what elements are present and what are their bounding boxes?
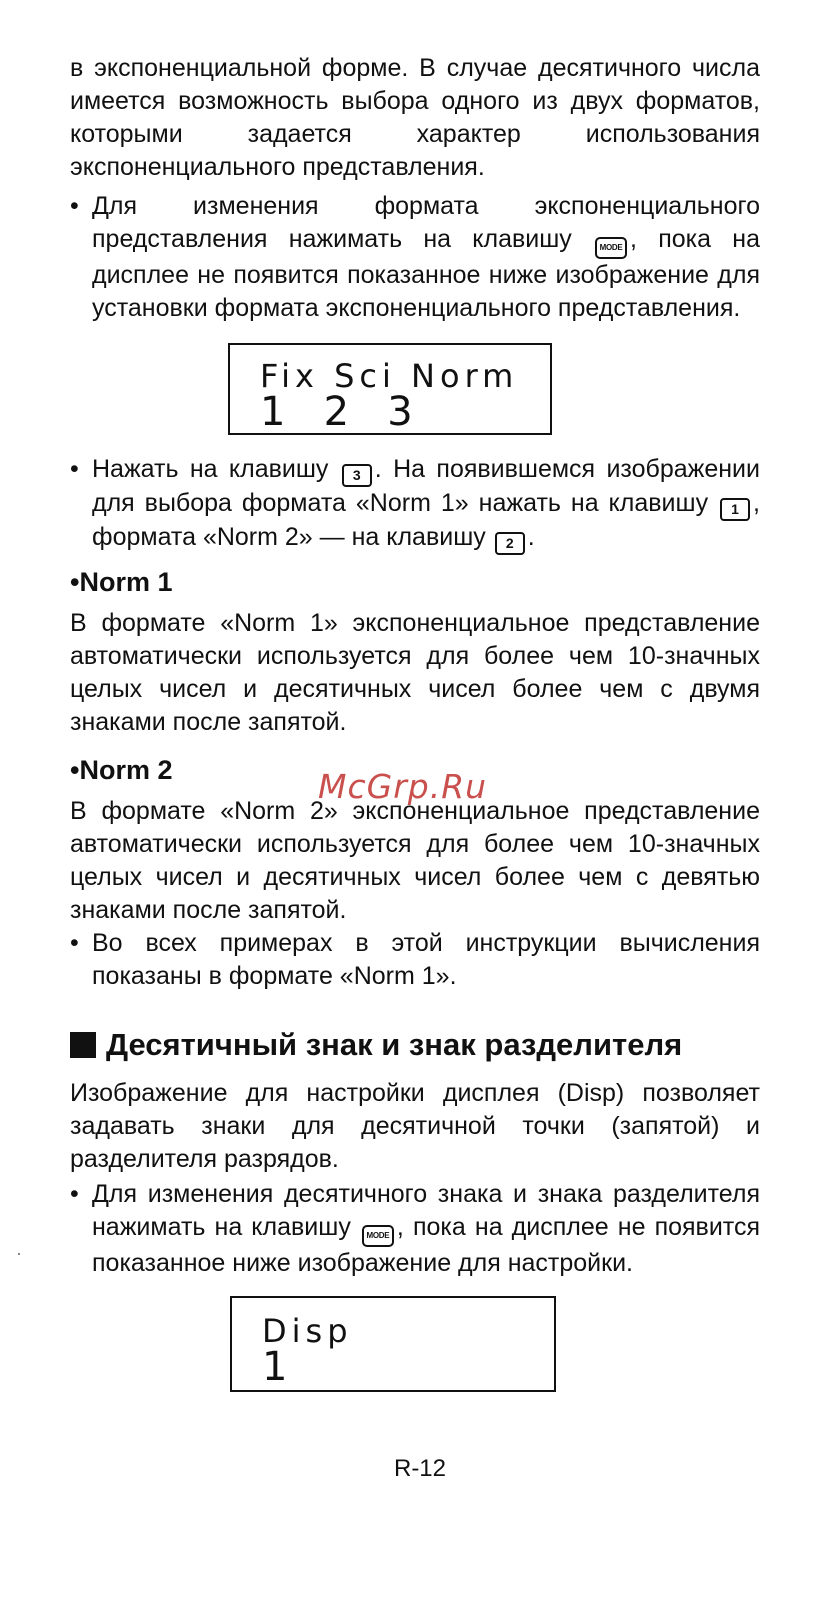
bullet-select-norm: • Нажать на клавишу 3 . На появившемся изображении для выбора формата «Norm 1» нажать на клавишу 1 , формата «Norm 2» — на клавишу 2 . <box>70 453 760 555</box>
page-content <box>70 52 760 1392</box>
bullet-dot: • <box>70 192 79 220</box>
mode-key-icon: MODE <box>595 237 627 259</box>
bullet-dot: • <box>70 1180 79 1208</box>
lcd-format-options: Fix Sci Norm <box>260 357 519 395</box>
norm2-heading: •Norm 2 <box>70 755 173 785</box>
square-bullet-icon <box>70 1032 96 1058</box>
lcd-display-format <box>228 343 552 435</box>
norm1-paragraph: В формате «Norm 1» экспоненциальное представление автоматически используется для более чем 10-значных целых чисел и десятичных чисел более чем с двумя знаками после запятой. <box>70 609 760 736</box>
lcd-display-disp <box>230 1296 556 1392</box>
bullet-dot: • <box>70 929 79 957</box>
lcd-disp-label: Disp <box>262 1312 353 1350</box>
section-heading: Десятичный знак и знак разделителя <box>70 1025 760 1065</box>
section-paragraph: Изображение для настройки дисплея (Disp) позволяет задавать знаки для десятичной точки (запятой) и разделителя разрядов. <box>70 1079 760 1173</box>
lcd-format-numbers: 1 2 3 <box>260 389 413 435</box>
lcd-disp-number: 1 <box>262 1344 288 1390</box>
bullet-dot: • <box>70 455 79 483</box>
bullet-examples-note: • Во всех примерах в этой инструкции вычисления показаны в формате «Norm 1». <box>70 929 760 990</box>
norm2-paragraph: В формате «Norm 2» экспоненциальное представление автоматически используется для более чем 10-значных целых чисел и десятичных чисел более чем с девятью знаками после запятой. <box>70 797 760 924</box>
scan-mark <box>18 1253 20 1255</box>
heading-bullet: • <box>70 567 80 597</box>
watermark: McGrp.Ru <box>318 767 488 806</box>
key-3-icon: 3 <box>342 464 372 487</box>
key-2-icon: 2 <box>495 532 525 555</box>
intro-paragraph: в экспоненциальной форме. В случае десятичного числа имеется возможность выбора одного из двух форматов, которыми задается характер использования экспоненциального представления. <box>70 54 760 181</box>
bullet-mode-format: • Для изменения формата экспоненциального представления нажимать на клавишу MODE , пока на дисплее не появится показанное ниже изображение для установки формата экспоненциального представления. <box>70 192 760 322</box>
page-number: R-12 <box>393 1455 447 1482</box>
mode-key-icon: MODE <box>362 1225 394 1247</box>
key-1-icon: 1 <box>720 498 750 521</box>
norm1-heading: •Norm 1 <box>70 567 173 597</box>
heading-bullet: • <box>70 755 80 785</box>
bullet-mode-disp: • Для изменения десятичного знака и знака разделителя нажимать на клавишу MODE , пока на дисплее не появится показанное ниже изображение для настройки. <box>70 1180 760 1277</box>
